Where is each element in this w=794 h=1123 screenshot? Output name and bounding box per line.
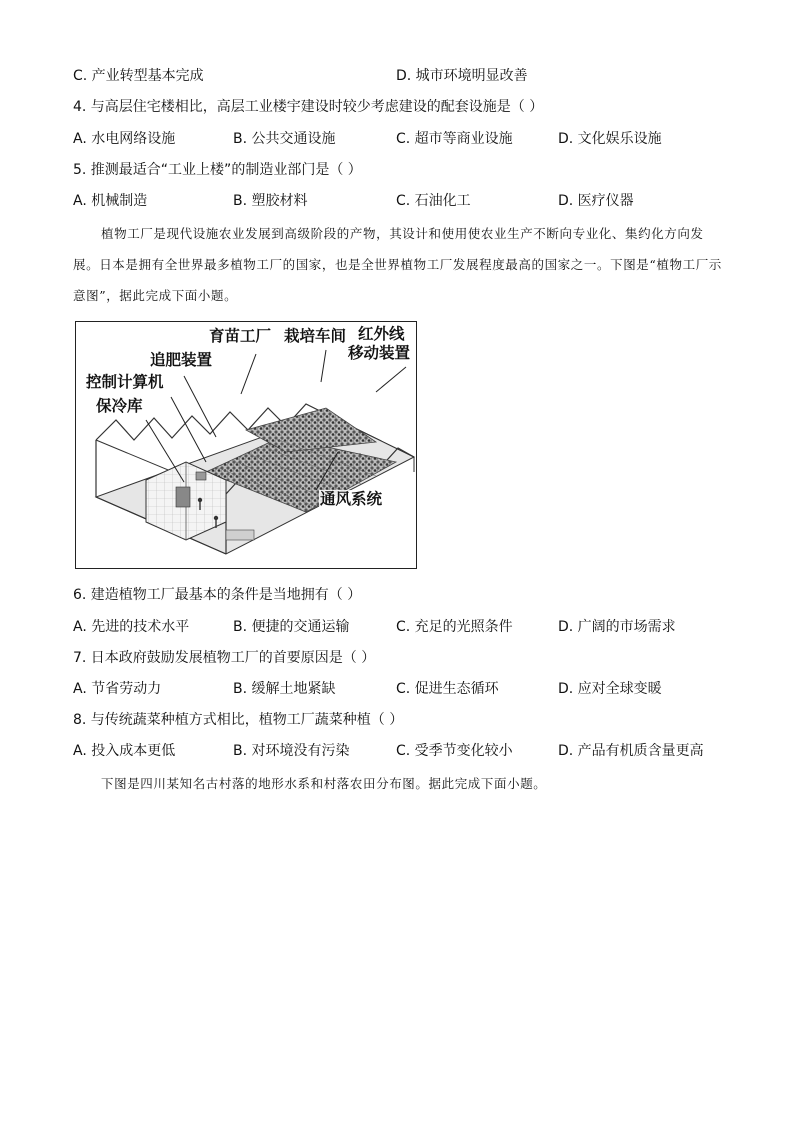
q8-option-a: A. 投入成本更低 [73,743,176,759]
q6-option-d: D. 广阔的市场需求 [558,619,676,635]
plant-factory-figure [75,321,417,569]
q7-option-a: A. 节省劳动力 [73,681,162,697]
label-seedling-factory: 育苗工厂 [209,327,272,345]
q5-option-a: A. 机械制造 [73,193,148,209]
label-infrared-line1: 红外线 [358,325,405,343]
q5-option-c: C. 石油化工 [396,193,471,209]
q5-stem: 5. 推测最适合“工业上楼”的制造业部门是（ ） [73,162,362,178]
label-fertilizer-device: 追肥装置 [150,351,213,369]
q8-option-c: C. 受季节变化较小 [396,743,513,759]
q4-option-d: D. 文化娱乐设施 [558,131,662,147]
q6-option-a: A. 先进的技术水平 [73,619,190,635]
passage-plant-factory [73,218,723,311]
label-control-computer: 控制计算机 [86,373,164,391]
q4-stem: 4. 与高层住宅楼相比，高层工业楼宇建设时较少考虑建设的配套设施是（ ） [73,99,544,115]
q4-option-c: C. 超市等商业设施 [396,131,513,147]
q5-option-d: D. 医疗仪器 [558,193,634,209]
q6-option-c: C. 充足的光照条件 [396,619,513,635]
q4-option-b: B. 公共交通设施 [233,131,336,147]
q4-option-a: A. 水电网络设施 [73,131,176,147]
q7-option-c: C. 促进生态循环 [396,681,499,697]
q7-stem: 7. 日本政府鼓励发展植物工厂的首要原因是（ ） [73,650,376,666]
q8-option-d: D. 产品有机质含量更高 [558,743,704,759]
q3-option-c: C. 产业转型基本完成 [73,68,204,84]
q7-option-b: B. 缓解土地紧缺 [233,681,336,697]
label-infrared-line2: 移动装置 [348,344,411,362]
label-ventilation-system: 通风系统 [320,490,383,508]
label-cultivation-workshop: 栽培车间 [284,327,347,345]
q6-stem: 6. 建造植物工厂最基本的条件是当地拥有（ ） [73,587,362,603]
passage-plant-factory-text: 植物工厂是现代设施农业发展到高级阶段的产物，其设计和使用使农业生产不断向专业化、集约化方向发展。日本是拥有全世界最多植物工厂的国家，也是全世界植物工厂发展程度最高的国家之一。下图是“植物工厂示意图”，据此完成下面小题。 [73,226,722,303]
passage-village [73,768,723,799]
q8-option-b: B. 对环境没有污染 [233,743,350,759]
passage-village-text: 下图是四川某知名古村落的地形水系和村落农田分布图。据此完成下面小题。 [101,776,547,791]
q5-option-b: B. 塑胶材料 [233,193,308,209]
q6-option-b: B. 便捷的交通运输 [233,619,350,635]
q8-stem: 8. 与传统蔬菜种植方式相比，植物工厂蔬菜种植（ ） [73,712,404,728]
q7-option-d: D. 应对全球变暖 [558,681,662,697]
q3-option-d: D. 城市环境明显改善 [396,68,528,84]
label-cold-storage: 保冷库 [96,397,143,415]
